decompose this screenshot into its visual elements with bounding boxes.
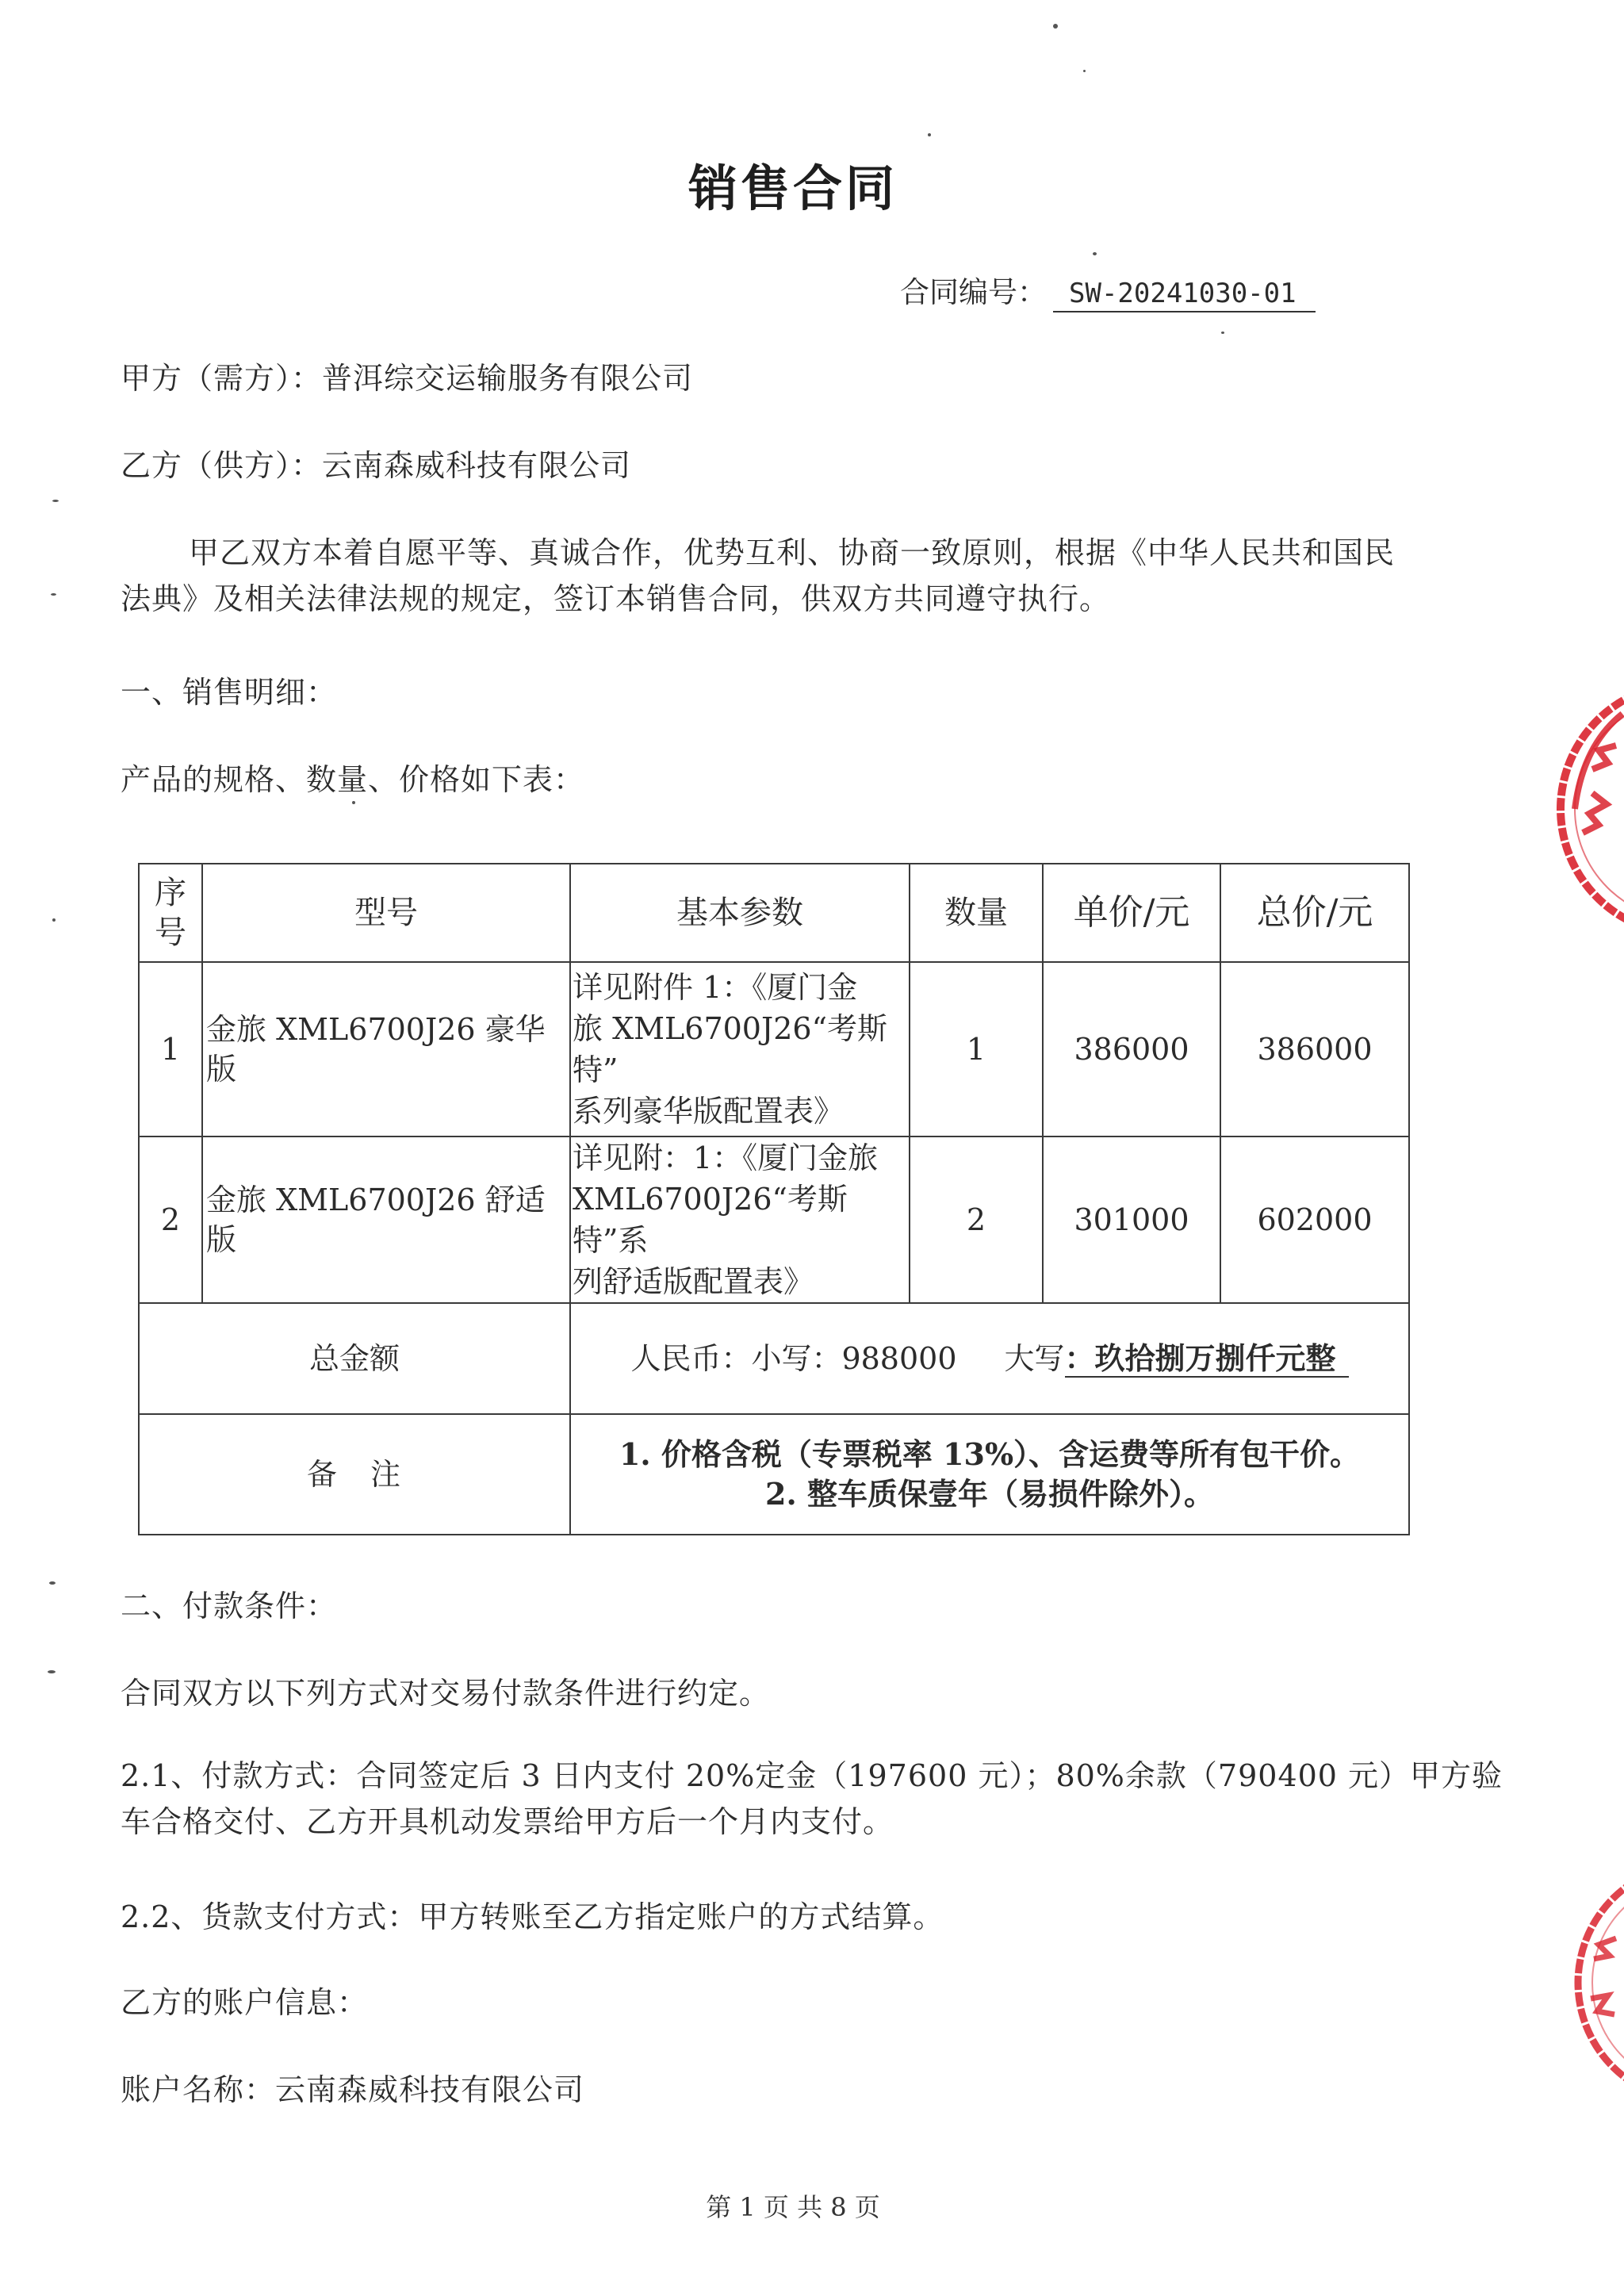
row-1-total-price: 386000 bbox=[1220, 962, 1409, 1137]
row-2-unit-price: 301000 bbox=[1043, 1137, 1220, 1303]
intro-line-1: 甲乙双方本着自愿平等、真诚合作，优势互利、协商一致原则，根据《中华人民共和国民 bbox=[189, 535, 1396, 570]
payment-terms-line-2: 车合格交付、乙方开具机动发票给甲方后一个月内支付。 bbox=[121, 1804, 894, 1839]
row-1-unit-price: 386000 bbox=[1043, 962, 1220, 1137]
header-model: 型号 bbox=[202, 864, 570, 962]
page-footer: 第 1 页 共 8 页 bbox=[706, 2192, 880, 2222]
intro-paragraph bbox=[121, 530, 1469, 622]
payment-method: 2.2、货款支付方式：甲方转账至乙方指定账户的方式结算。 bbox=[121, 1899, 944, 1934]
party-b: 乙方（供方）：云南森威科技有限公司 bbox=[121, 448, 632, 483]
payment-terms-line-1: 2.1、付款方式：合同签定后 3 日内支付 20%定金（197600 元）；80%余款（790400 元）甲方验 bbox=[121, 1758, 1503, 1793]
table-total-row bbox=[139, 1303, 1409, 1414]
total-label: 总金额 bbox=[139, 1303, 570, 1414]
header-params: 基本参数 bbox=[570, 864, 910, 962]
contract-number-label: 合同编号： bbox=[900, 275, 1047, 309]
row-2-seq: 2 bbox=[139, 1137, 202, 1303]
row-1-model: 金旅 XML6700J26 豪华版 bbox=[202, 962, 570, 1137]
section-2-intro: 合同双方以下列方式对交易付款条件进行约定。 bbox=[121, 1676, 771, 1711]
row-2-model: 金旅 XML6700J26 舒适版 bbox=[202, 1137, 570, 1303]
contract-number-value: SW-20241030-01 bbox=[1053, 278, 1316, 312]
table-notes-row bbox=[139, 1414, 1409, 1535]
row-2-total-price: 602000 bbox=[1220, 1137, 1409, 1303]
row-2-qty: 2 bbox=[910, 1137, 1043, 1303]
note-line-2: 2. 整车质保壹年（易损件除外）。 bbox=[765, 1476, 1214, 1512]
header-unit-price: 单价/元 bbox=[1043, 864, 1220, 962]
account-name: 账户名称：云南森威科技有限公司 bbox=[121, 2072, 585, 2107]
total-amount bbox=[570, 1303, 1409, 1414]
total-big-label: 大写 bbox=[1004, 1341, 1065, 1376]
section-1-heading: 一、销售明细： bbox=[121, 675, 338, 710]
header-total-price: 总价/元 bbox=[1220, 864, 1409, 962]
notes-label: 备 注 bbox=[139, 1414, 570, 1535]
payment-terms bbox=[121, 1753, 1516, 1845]
contract-number bbox=[900, 268, 1316, 312]
row-1-seq: 1 bbox=[139, 962, 202, 1137]
page-title: 销售合同 bbox=[688, 159, 898, 217]
intro-line-2: 法典》及相关法律法规的规定，签订本销售合同，供双方共同遵守执行。 bbox=[121, 581, 1111, 616]
section-2-heading: 二、付款条件： bbox=[121, 1589, 338, 1623]
total-big-amount: ：玖拾捌万捌仟元整 bbox=[1065, 1340, 1349, 1378]
header-seq: 序 号 bbox=[139, 864, 202, 962]
header-qty: 数量 bbox=[910, 864, 1043, 962]
account-heading: 乙方的账户信息： bbox=[121, 1985, 369, 2020]
sales-table bbox=[138, 863, 1410, 1535]
note-line-1: 1. 价格含税（专票税率 13%）、含运费等所有包干价。 bbox=[619, 1436, 1361, 1472]
company-seal-top bbox=[1551, 674, 1624, 944]
notes-content bbox=[570, 1414, 1409, 1535]
row-2-params: 详见附：1：《厦门金旅 XML6700J26“考斯特”系 列舒适版配置表》 bbox=[570, 1137, 910, 1303]
total-small-amount: 人民币：小写：988000 bbox=[630, 1341, 957, 1376]
party-a: 甲方（需方）：普洱综交运输服务有限公司 bbox=[121, 361, 694, 396]
table-header-row bbox=[139, 864, 1409, 962]
company-seal-bottom bbox=[1570, 1856, 1624, 2110]
row-1-params: 详见附件 1：《厦门金 旅 XML6700J26“考斯特” 系列豪华版配置表》 bbox=[570, 962, 910, 1137]
section-1-subheading: 产品的规格、数量、价格如下表： bbox=[121, 762, 585, 797]
row-1-qty: 1 bbox=[910, 962, 1043, 1137]
table-row bbox=[139, 962, 1409, 1137]
table-row bbox=[139, 1137, 1409, 1303]
